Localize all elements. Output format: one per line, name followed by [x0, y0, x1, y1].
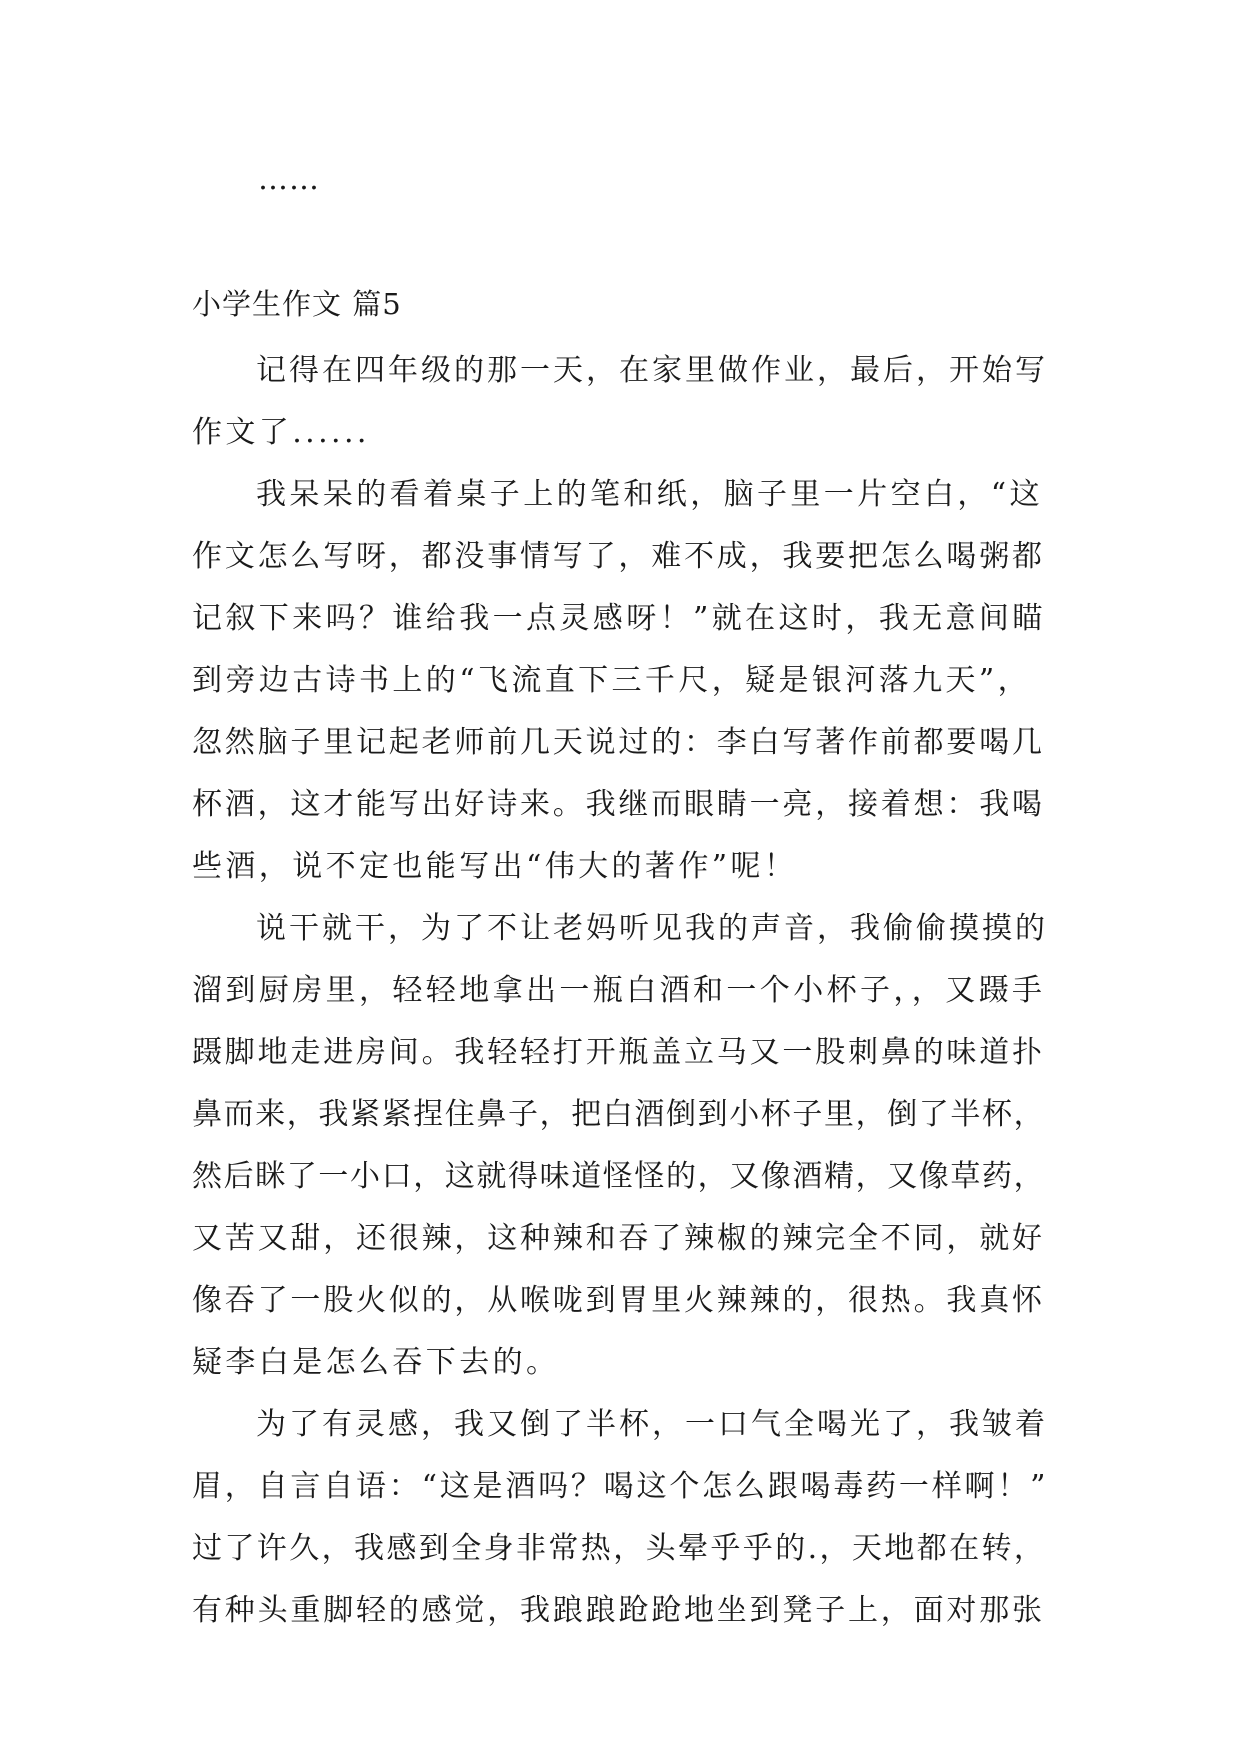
- text-line: 然后眯了一小口，这就得味道怪怪的，又像酒精，又像草药，: [192, 1159, 1046, 1194]
- text-line: 蹑脚地走进房间。我轻轻打开瓶盖立马又一股刺鼻的味道扑: [192, 1035, 1045, 1070]
- text-line: 记叙下来吗？谁给我一点灵感呀！”就在这时，我无意间瞄: [192, 601, 1046, 636]
- text-line: 又苦又甜，还很辣，这种辣和吞了辣椒的辣完全不同，就好: [192, 1221, 1045, 1256]
- text-line: 作文怎么写呀，都没事情写了，难不成，我要把怎么喝粥都: [192, 539, 1045, 574]
- text-line: 我呆呆的看着桌子上的笔和纸，脑子里一片空白，“这: [256, 477, 1043, 512]
- paragraph-4: [192, 1394, 1048, 1642]
- paragraph-2: [192, 464, 1048, 898]
- text-line: 像吞了一股火似的，从喉咙到胃里火辣辣的，很热。我真怀: [192, 1283, 1045, 1318]
- essay-heading: 小学生作文 篇5: [192, 287, 402, 321]
- text-line: 疑李白是怎么吞下去的。: [192, 1345, 560, 1380]
- top-ellipsis: ……: [258, 162, 320, 197]
- text-line: 有种头重脚轻的感觉，我踉踉跄跄地坐到凳子上，面对那张: [192, 1593, 1045, 1628]
- text-line: 鼻而来，我紧紧捏住鼻子，把白酒倒到小杯子里，倒了半杯，: [192, 1097, 1046, 1132]
- text-line: 些酒，说不定也能写出“伟大的著作”呢！: [192, 849, 798, 884]
- text-line: 作文了......: [192, 415, 370, 450]
- essay-body: [192, 340, 1048, 1642]
- text-line: 过了许久，我感到全身非常热，头晕乎乎的.，天地都在转，: [192, 1531, 1047, 1566]
- text-line: 记得在四年级的那一天，在家里做作业，最后，开始写: [256, 353, 1048, 388]
- text-line: 忽然脑子里记起老师前几天说过的：李白写著作前都要喝几: [192, 725, 1045, 760]
- text-line: 溜到厨房里，轻轻地拿出一瓶白酒和一个小杯子，，又蹑手: [192, 973, 1046, 1008]
- paragraph-1: [192, 340, 1048, 464]
- text-line: 眉，自言自语：“这是酒吗？喝这个怎么跟喝毒药一样啊！”: [192, 1469, 1049, 1504]
- text-line: 为了有灵感，我又倒了半杯，一口气全喝光了，我皱着: [256, 1407, 1048, 1442]
- text-line: 到旁边古诗书上的“飞流直下三千尺，疑是银河落九天”，: [192, 663, 1032, 698]
- paragraph-3: [192, 898, 1048, 1394]
- text-line: 杯酒，这才能写出好诗来。我继而眼睛一亮，接着想：我喝: [192, 787, 1045, 822]
- text-line: 说干就干，为了不让老妈听见我的声音，我偷偷摸摸的: [256, 911, 1048, 946]
